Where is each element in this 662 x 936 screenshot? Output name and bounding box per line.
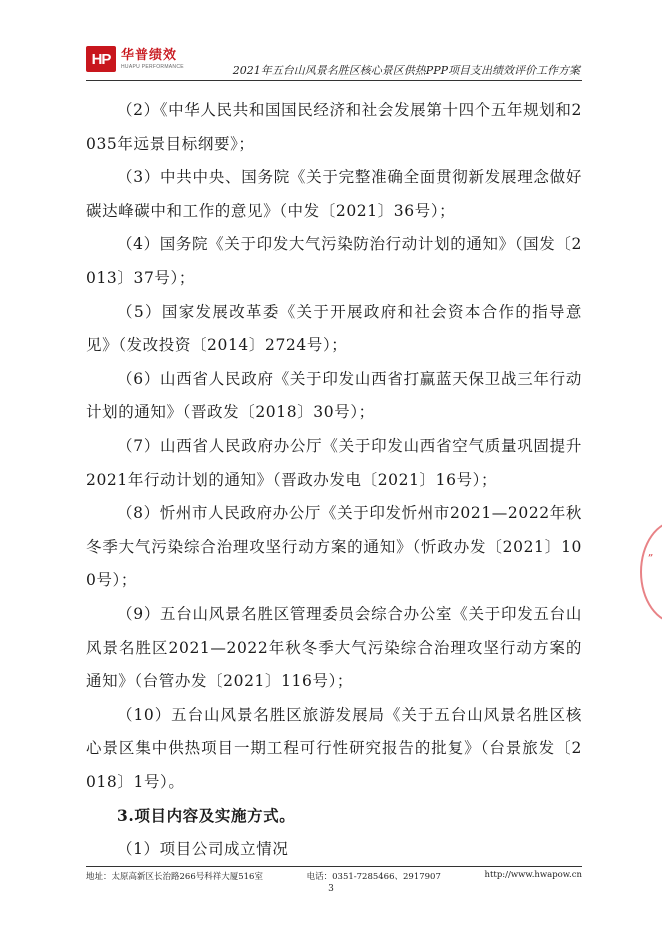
- seal-stamp-fragment: [640, 520, 662, 624]
- sub-item: （1）项目公司成立情况: [117, 840, 289, 859]
- list-item: （5）国家发展改革委《关于开展政府和社会资本合作的指导意见》（发改投资〔2014〕2724号）；: [86, 302, 582, 355]
- footer-website: http://www.hwapow.cn: [484, 870, 582, 880]
- page-number: 3: [328, 884, 334, 894]
- header-divider: [86, 80, 582, 81]
- footer-divider: [86, 866, 582, 867]
- list-item: （4）国务院《关于印发大气污染防治行动计划的通知》（国发〔2013〕37号）；: [86, 235, 582, 287]
- logo-name-en: HUAPU PERFORMANCE: [121, 63, 184, 70]
- logo-mark-icon: HP: [86, 46, 116, 72]
- list-item: （6）山西省人民政府《关于印发山西省打赢蓝天保卫战三年行动计划的通知》（晋政发〔2018〕30号）；: [86, 369, 582, 422]
- footer-phone: 电话：0351-7285466、2917907: [306, 872, 441, 882]
- list-item: （9）五台山风景名胜区管理委员会综合办公室《关于印发五台山风景名胜区2021—2022年秋冬季大气污染综合治理攻坚行动方案的通知》（台管办发〔2021〕116号）；: [86, 604, 582, 691]
- list-item: （7）山西省人民政府办公厅《关于印发山西省空气质量巩固提升2021年行动计划的通知》（晋政办发电〔2021〕16号）；: [86, 436, 582, 489]
- seal-text: ”: [648, 554, 654, 564]
- header-document-title: 2021年五台山风景名胜区核心景区供热PPP项目支出绩效评价工作方案: [232, 64, 580, 77]
- footer-address: 地址：太原高新区长治路266号科祥大厦516室: [86, 872, 263, 882]
- section-heading: 3.项目内容及实施方式。: [117, 806, 296, 826]
- list-item: （3）中共中央、国务院《关于完整准确全面贯彻新发展理念做好碳达峰碳中和工作的意见》（中发〔2021〕36号）；: [86, 168, 582, 220]
- list-item: （2）《中华人民共和国国民经济和社会发展第十四个五年规划和2035年远景目标纲要》；: [86, 101, 582, 153]
- footer: [86, 870, 582, 882]
- document-body: [86, 94, 582, 867]
- logo-name-cn: 华普绩效: [121, 47, 178, 63]
- list-item: （8）忻州市人民政府办公厅《关于印发忻州市2021—2022年秋冬季大气污染综合治理攻坚行动方案的通知》（忻政办发〔2021〕100号）；: [86, 504, 582, 590]
- list-item: （10）五台山风景名胜区旅游发展局《关于五台山风景名胜区核心景区集中供热项目一期工程可行性研究报告的批复》（台景旅发〔2018〕1号）。: [86, 705, 582, 791]
- company-logo: [86, 42, 184, 76]
